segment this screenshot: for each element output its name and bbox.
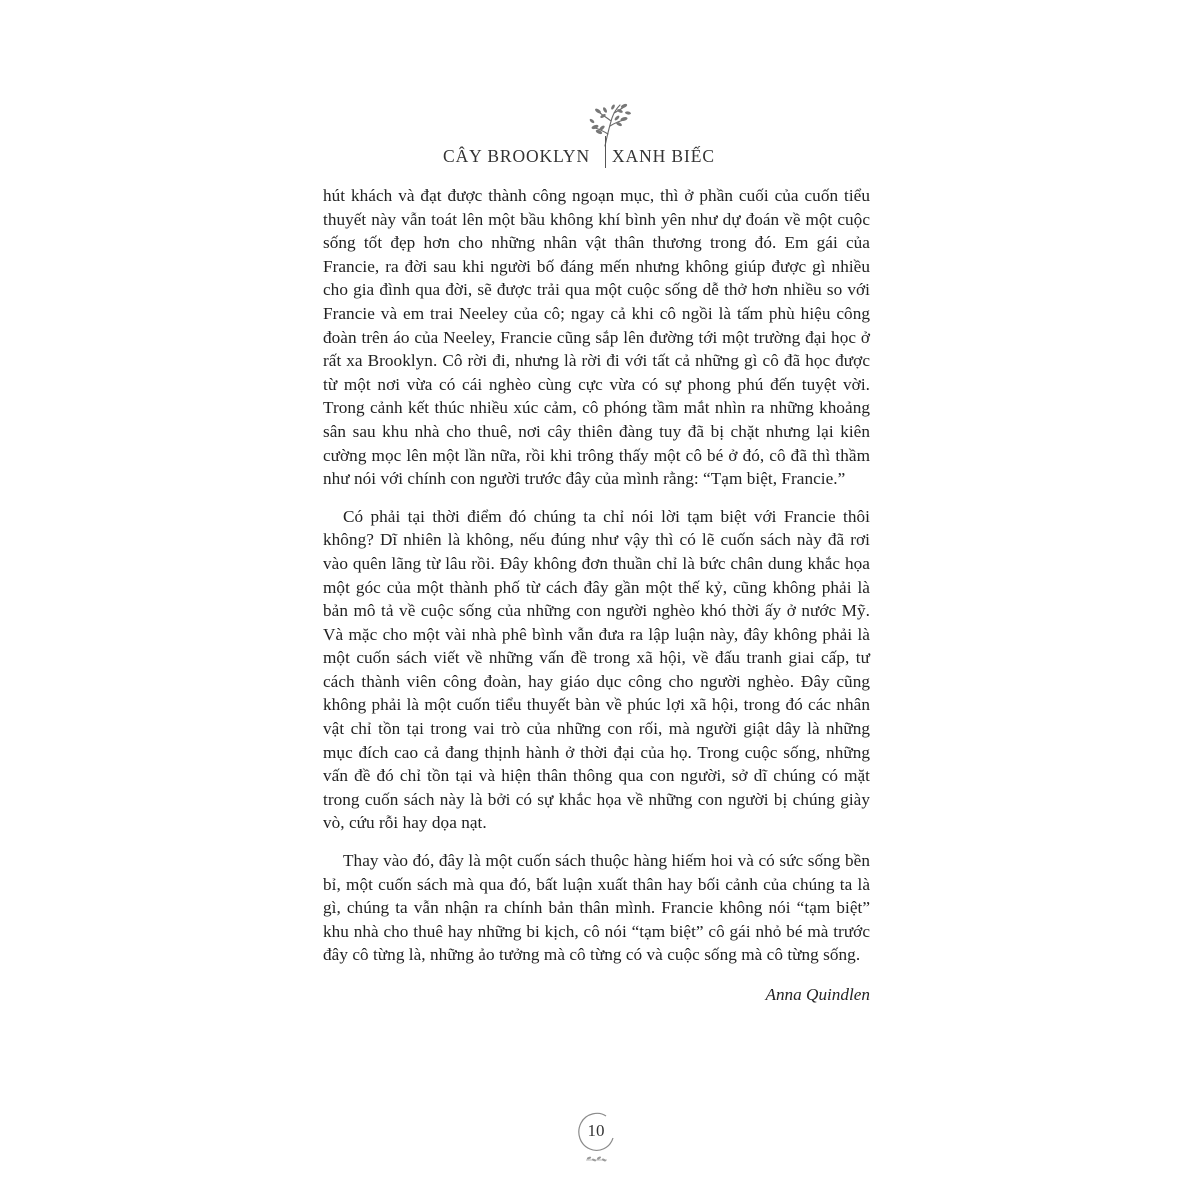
author-signature: Anna Quindlen — [765, 985, 870, 1004]
paragraph-2: Có phải tại thời điểm đó chúng ta chỉ nói lời tạm biệt với Francie thôi không? Dĩ nhiên là không, nếu đúng như vậy thì có lẽ cuốn sách này đã rơi vào quên lãng từ lâu rồi. Đây không đơn thuần chỉ là bức chân dung khắc họa một góc của một thành phố từ cách đây gần một thế kỷ, cũng không phải là bản mô tả về cuộc sống của những con người nghèo khó thời ấy ở nước Mỹ. Và mặc cho một vài nhà phê bình vẫn đưa ra lập luận này, đây không phải là một cuốn sách viết về những vấn đề trong xã hội, về đấu tranh giai cấp, tư cách thành viên công đoàn, hay giáo dục công cho người nghèo. Đây cũng không phải là một cuốn tiểu thuyết bàn về phúc lợi xã hội, trong đó các nhân vật chỉ tồn tại trong vai trò của những con rối, mà người giật dây là những mục đích cao cả đang thịnh hành ở thời đại của họ. Trong cuộc sống, những vấn đề đó chỉ tồn tại và hiện thân thông qua con người, sở dĩ chúng có mặt trong cuốn sách này là bởi có sự khắc họa về những con người bị chúng giày vò, cứu rỗi hay dọa nạt. — [323, 506, 870, 833]
paragraph-1: hút khách và đạt được thành công ngoạn mục, thì ở phần cuối của cuốn tiểu thuyết này vẫn toát lên một bầu không khí bình yên như dự đoán về một cuộc sống tốt đẹp hơn cho những nhân vật thân thương trong đó. Em gái của Francie, ra đời sau khi người bố đáng mến nhưng không giúp được gì nhiều cho gia đình qua đời, sẽ được trải qua một cuộc sống dễ thở hơn nhiều so với Francie và em trai Neeley của cô; ngay cả khi cô ngồi là tấm phù hiệu công đoàn trên áo của Neeley, Francie cũng sắp lên đường tới một trường đại học ở rất xa Brooklyn. Cô rời đi, nhưng là rời đi với tất cả những gì cô đã học được từ một nơi vừa có cái nghèo cùng cực vừa có sự phong phú đến tuyệt vời. Trong cảnh kết thúc nhiều xúc cảm, cô phóng tầm mắt nhìn ra những khoảng sân sau khu nhà cho thuê, nơi cây thiên đàng tuy đã bị chặt nhưng lại kiên cường mọc lên một lần nữa, rồi khi trông thấy một cô bé ở đó, cô đã thì thầm như nói với chính con người trước đây của mình rằng: “Tạm biệt, Francie.” — [323, 186, 870, 489]
running-header — [0, 100, 1200, 172]
paragraph-3: Thay vào đó, đây là một cuốn sách thuộc hàng hiếm hoi và có sức sống bền bỉ, một cuốn sách mà qua đó, bất luận xuất thân hay bối cảnh của chúng ta là gì, chúng ta vẫn nhận ra chính bản thân mình. Francie không nói “tạm biệt” khu nhà cho thuê hay những bi kịch, cô nói “tạm biệt” cô gái nhỏ bé mà trước đây cô từng là, những ảo tưởng mà cô từng có và cuộc sống mà cô từng sống. — [323, 851, 870, 965]
tree-branch-icon — [586, 102, 636, 148]
title-divider — [605, 136, 606, 168]
body-text — [323, 184, 870, 1007]
running-title-right: XANH BIẾC — [612, 146, 715, 166]
page-number: 10 — [587, 1121, 605, 1140]
running-title-left: CÂY BROOKLYN — [443, 146, 590, 166]
page-folio — [574, 1107, 618, 1167]
